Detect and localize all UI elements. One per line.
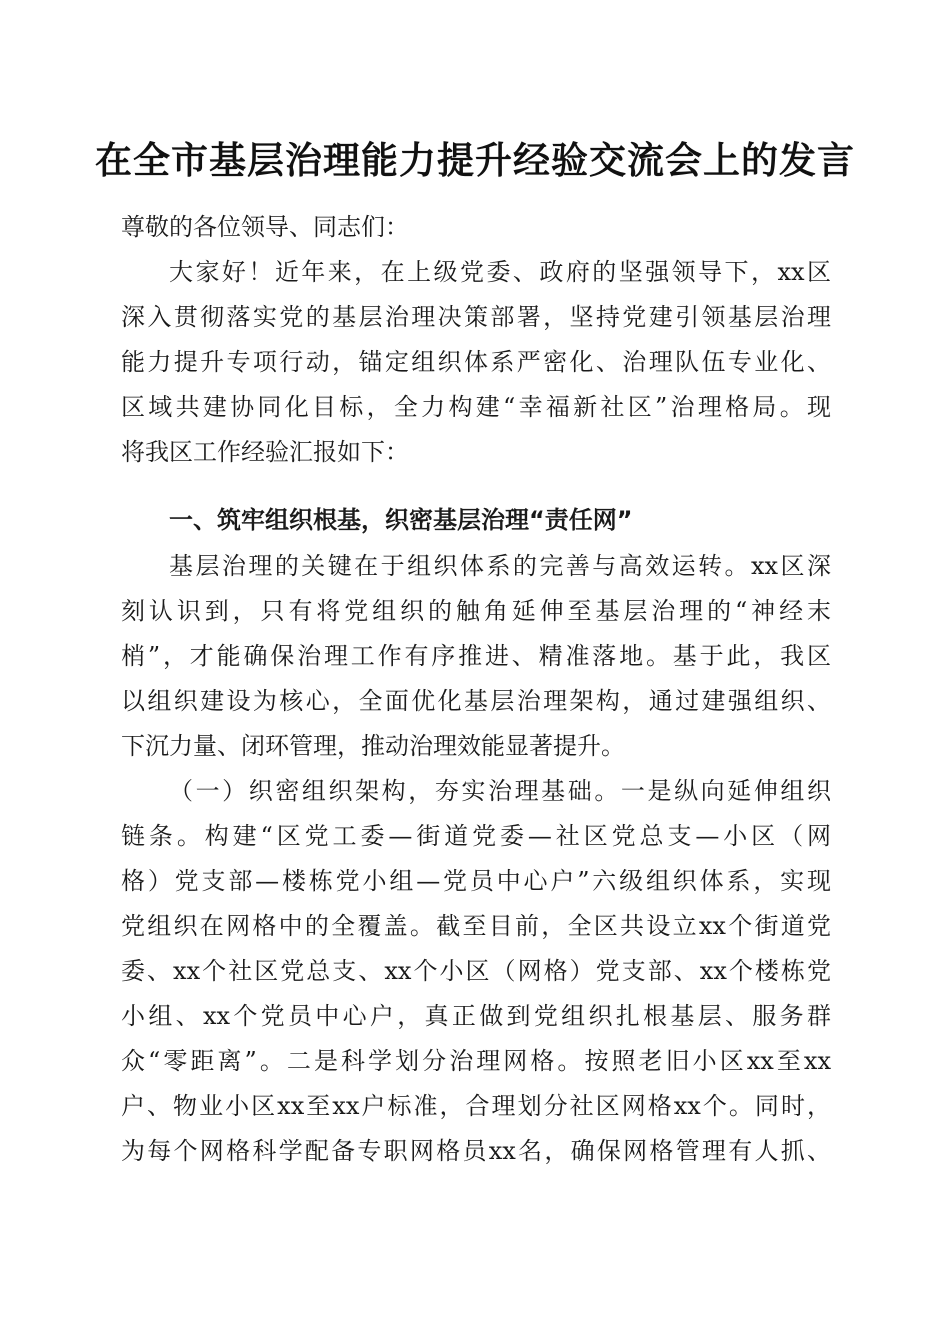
paragraph-line: 户、物业小区xx至xx户标准，合理划分社区网格xx个。同时， (121, 1092, 831, 1120)
paragraph-line: 党组织在网格中的全覆盖。截至目前，全区共设立xx个街道党 (121, 912, 831, 940)
paragraph-line: 以组织建设为核心，全面优化基层治理架构，通过建强组织、 (121, 687, 831, 715)
paragraph-line: 下沉力量、闭环管理，推动治理效能显著提升。 (121, 732, 625, 760)
paragraph-line: 基层治理的关键在于组织体系的完善与高效运转。xx区深 (169, 552, 831, 580)
paragraph-line: 刻认识到，只有将党组织的触角延伸至基层治理的“神经末 (121, 597, 831, 625)
paragraph-line: 梢”，才能确保治理工作有序推进、精准落地。基于此，我区 (121, 642, 831, 670)
paragraph-line: 链条。构建“区党工委—街道党委—社区党总支—小区（网 (121, 822, 831, 850)
salutation: 尊敬的各位领导、同志们： (121, 213, 409, 241)
paragraph-line: 格）党支部—楼栋党小组—党员中心户”六级组织体系，实现 (121, 867, 831, 895)
paragraph-line: 区域共建协同化目标，全力构建“幸福新社区”治理格局。现 (121, 393, 831, 421)
paragraph-line: 将我区工作经验汇报如下： (121, 438, 409, 466)
paragraph-line: （一）织密组织架构，夯实治理基础。一是纵向延伸组织 (169, 777, 831, 805)
paragraph-line: 委、xx个社区党总支、xx个小区（网格）党支部、xx个楼栋党 (121, 957, 831, 985)
paragraph-line: 众“零距离”。二是科学划分治理网格。按照老旧小区xx至xx (121, 1047, 831, 1075)
paragraph-line: 深入贯彻落实党的基层治理决策部署，坚持党建引领基层治理 (121, 303, 831, 331)
paragraph-line: 为每个网格科学配备专职网格员xx名，确保网格管理有人抓、 (121, 1137, 831, 1165)
section-heading: 一、筑牢组织根基，织密基层治理“责任网” (169, 506, 633, 534)
paragraph-line: 小组、xx个党员中心户，真正做到党组织扎根基层、服务群 (121, 1002, 831, 1030)
paragraph-line: 大家好！近年来，在上级党委、政府的坚强领导下，xx区 (169, 258, 831, 286)
document-title: 在全市基层治理能力提升经验交流会上的发言 (95, 138, 855, 182)
paragraph-line: 能力提升专项行动，锚定组织体系严密化、治理队伍专业化、 (121, 348, 831, 376)
